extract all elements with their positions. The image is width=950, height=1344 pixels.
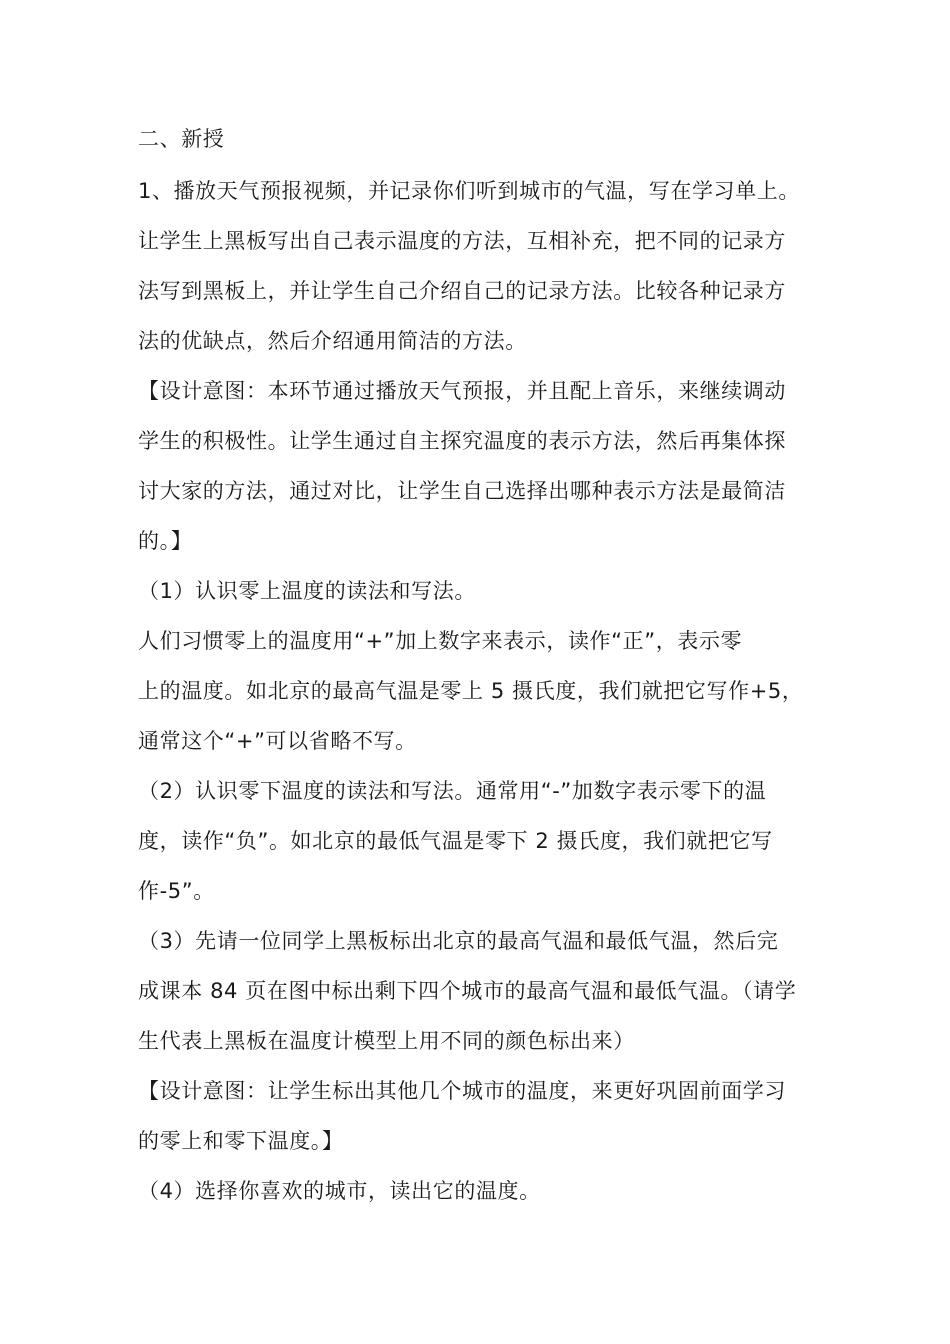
design-intent-line: 【设计意图：让学生标出其他几个城市的温度，来更好巩固前面学习	[138, 1079, 786, 1103]
design-intent-line: 的。】	[138, 529, 193, 553]
subsection-heading: （2）认识零下温度的读法和写法。通常用“-”加数字表示零下的温	[138, 779, 767, 803]
design-intent-line: 学生的积极性。让学生通过自主探究温度的表示方法，然后再集体探	[138, 429, 786, 453]
paragraph-line: 度，读作“负”。如北京的最低气温是零下 2 摄氏度，我们就把它写	[138, 829, 773, 853]
subsection-heading: （4）选择你喜欢的城市，读出它的温度。	[138, 1179, 541, 1203]
paragraph-line: 作-5”。	[138, 879, 215, 903]
section-heading: 二、新授	[138, 127, 225, 151]
paragraph-line: 成课本 84 页在图中标出剩下四个城市的最高气温和最低气温。（请学	[138, 979, 797, 1003]
paragraph-line: 人们习惯零上的温度用“+”加上数字来表示，读作“正”，表示零	[138, 629, 743, 653]
paragraph-line: 法的优缺点，然后介绍通用简洁的方法。	[138, 329, 527, 353]
paragraph-line: 上的温度。如北京的最高气温是零上 5 摄氏度，我们就把它写作+5，	[138, 679, 804, 703]
paragraph-line: 让学生上黑板写出自己表示温度的方法，互相补充，把不同的记录方	[138, 229, 786, 253]
design-intent-line: 【设计意图：本环节通过播放天气预报，并且配上音乐，来继续调动	[138, 379, 786, 403]
paragraph-line: 生代表上黑板在温度计模型上用不同的颜色标出来）	[138, 1029, 635, 1053]
paragraph-line: 通常这个“+”可以省略不写。	[138, 729, 417, 753]
paragraph-line: 1、播放天气预报视频，并记录你们听到城市的气温，写在学习单上。	[138, 179, 800, 203]
design-intent-line: 讨大家的方法，通过对比，让学生自己选择出哪种表示方法是最简洁	[138, 479, 786, 503]
paragraph-line: 法写到黑板上，并让学生自己介绍自己的记录方法。比较各种记录方	[138, 279, 786, 303]
subsection-heading: （1）认识零上温度的读法和写法。	[138, 579, 476, 603]
subsection-heading: （3）先请一位同学上黑板标出北京的最高气温和最低气温，然后完	[138, 929, 779, 953]
design-intent-line: 的零上和零下温度。】	[138, 1129, 344, 1153]
